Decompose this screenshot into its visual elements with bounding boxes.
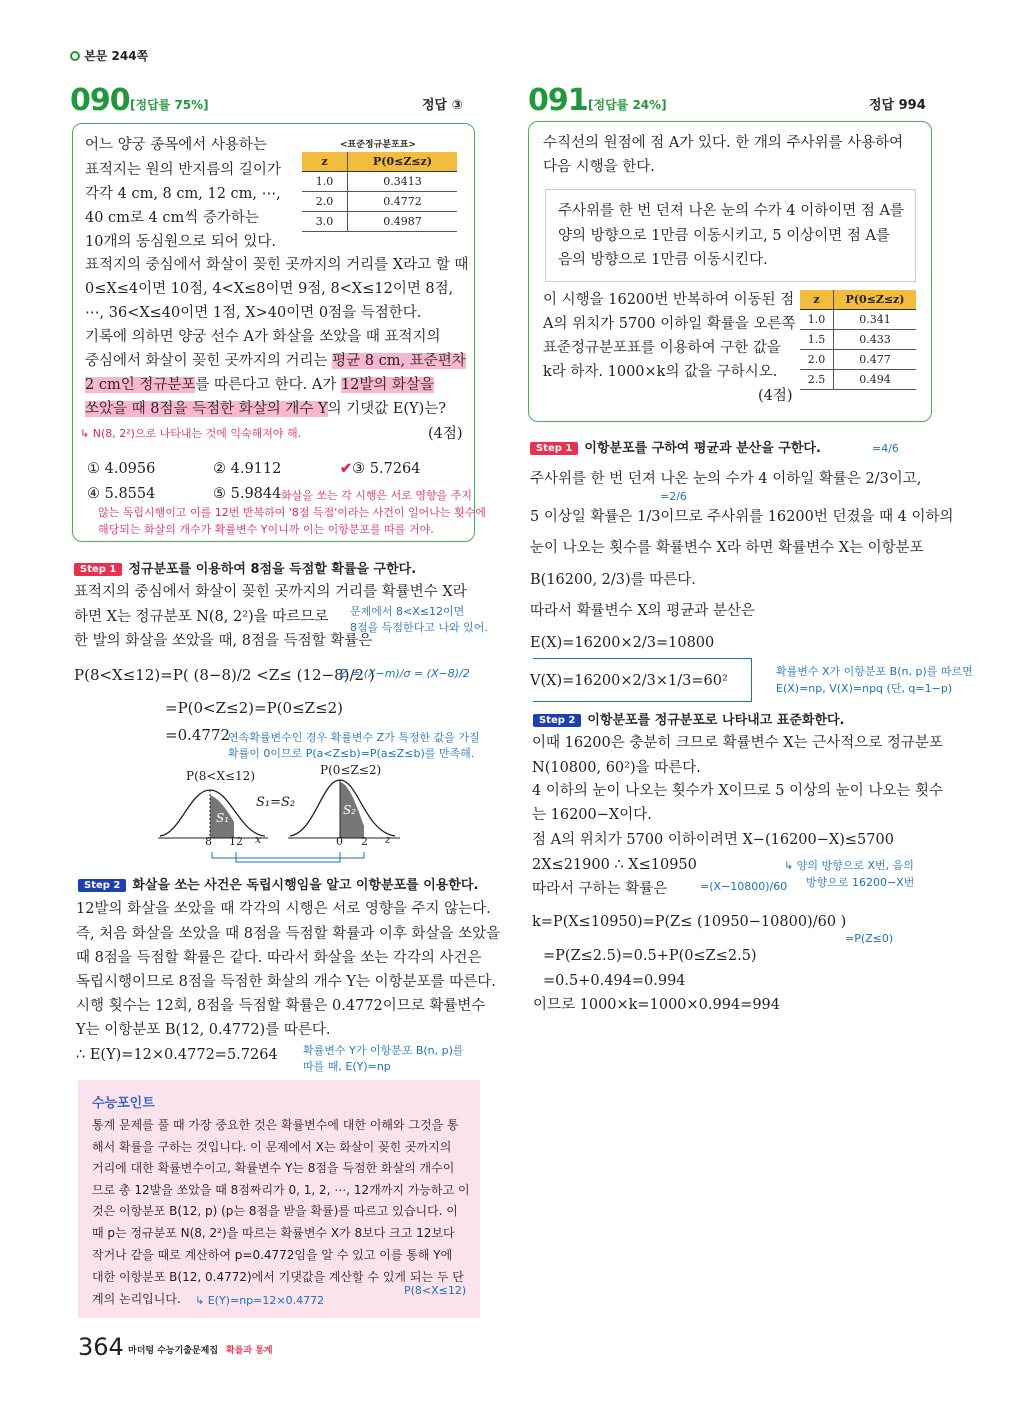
problem-line: 10개의 동심원으로 되어 있다.	[85, 234, 276, 250]
step-2-heading	[533, 709, 845, 728]
step-badge: Step 1	[74, 563, 122, 576]
table-header: P(0≤Z≤z)	[348, 152, 458, 172]
solution-line: 4 이하의 눈이 나오는 횟수가 X이므로 5 이상의 눈이 나오는 횟수	[532, 783, 944, 799]
step-badge: Step 1	[530, 442, 578, 455]
problem-line: 표적지는 원의 반지름의 길이가	[85, 162, 281, 178]
exam-point-line: 대한 이항분포 B(12, 0.4772)에서 기댓값을 계산할 수 있게 되는 두 단	[92, 1270, 464, 1284]
normal-table	[800, 290, 916, 390]
annotation-note: E(X)=np, V(X)=npq (단, q=1−p)	[776, 682, 953, 695]
table-cell: 0.341	[834, 310, 917, 330]
note-text: N(8, 2²)으로 나타내는 것에 익숙해져야 해.	[92, 427, 302, 440]
text: 중심에서 화살이 꽂힌 곳까지의 거리는	[85, 353, 333, 369]
table-cell: 2.5	[800, 370, 834, 390]
exam-point-line: 해서 확률을 구하는 것입니다. 이 문제에서 X는 화살이 꽂힌 곳까지의	[92, 1140, 452, 1154]
step-title: 화살을 쏘는 사건은 독립시행임을 알고 이항분포를 이용한다.	[132, 878, 479, 893]
annotation-note: 않는 독립시행이고 이를 12번 반복하여 '8점 득점'이라는 사건이 일어나는 횟수에	[98, 506, 486, 519]
table-cell: 3.0	[302, 212, 348, 232]
result-line: ∴ E(Y)=12×0.4772=5.7264	[76, 1047, 278, 1063]
tick-label: 2	[361, 835, 368, 848]
exam-point-title: 수능포인트	[92, 1096, 155, 1111]
page-number: 364	[78, 1333, 124, 1361]
rule-line: 주사위를 한 번 던져 나온 눈의 수가 4 이하이면 점 A를	[558, 203, 904, 219]
region-label: S₁	[216, 811, 230, 825]
solution-line: 점 A의 위치가 5700 이하이려면 X−(16200−X)≤5700	[532, 832, 894, 848]
solution-line: 는 16200−X이다.	[532, 807, 652, 823]
annotation-note: Z = (X−m)/σ = (X−8)/2	[340, 667, 470, 680]
annotation-note: ↳ E(Y)=np=12×0.4772	[195, 1294, 325, 1307]
axis-label: z	[385, 833, 391, 846]
annotation-note: 방향으로 16200−X번	[806, 876, 915, 889]
problem-line	[85, 375, 434, 395]
formula: =0.5+0.494=0.994	[543, 973, 686, 989]
points: (4점)	[428, 426, 463, 442]
step-title: 이항분포를 구하여 평균과 분산을 구한다.	[584, 441, 821, 456]
subject-title: 확률과 통계	[226, 1346, 273, 1356]
page-reference	[70, 47, 148, 64]
solution-line: 즉, 처음 화살을 쏘았을 때 8점을 득점할 확률과 이후 화살을 쏘았을	[76, 926, 501, 942]
step-1-heading	[74, 558, 416, 577]
table-cell: 2.0	[302, 192, 348, 212]
annotation-note: =(X−10800)/60	[700, 880, 788, 893]
annotation-note: =2/6	[660, 490, 687, 503]
table-cell: 1.0	[800, 310, 834, 330]
formula: =P(0<Z≤2)=P(0≤Z≤2)	[165, 699, 344, 717]
step-badge: Step 2	[533, 714, 581, 727]
solution-line: 표적지의 중심에서 화살이 꽂힌 곳까지의 거리를 확률변수 X라	[74, 584, 467, 600]
note-text: E(Y)=np=12×0.4772	[207, 1294, 325, 1307]
text: 를 따른다고 한다. A가	[195, 377, 341, 393]
solution-line: 때 8점을 득점할 확률은 같다. 따라서 화살을 쏘는 각각의 사건은	[76, 950, 482, 966]
annotation-note: 문제에서 8<X≤12이면	[350, 605, 465, 618]
table-cell: 2.0	[800, 350, 834, 370]
problem-line: 0≤X≤4이면 10점, 4<X≤8이면 9점, 8<X≤12이면 8점,	[85, 281, 454, 297]
table-cell: 0.477	[834, 350, 917, 370]
step-2-heading	[78, 874, 478, 893]
points: (4점)	[758, 388, 793, 404]
exam-point-line: 것은 이항분포 B(12, p) (p는 8점을 받을 확률)를 따르고 있습니다. 이	[92, 1204, 458, 1218]
table-caption: <표준정규분포표>	[340, 140, 416, 150]
formula: V(X)=16200×2/3×1/3=60²	[530, 673, 728, 689]
tick-label: 12	[229, 835, 243, 848]
highlight: 12발의 화살을	[340, 377, 435, 393]
annotation-note: 따를 때, E(Y)=np	[303, 1060, 391, 1073]
formula: =0.4772	[165, 726, 231, 744]
exam-point-line: 계의 논리입니다.	[92, 1292, 181, 1306]
note-text: 양의 방향으로 X번, 음의	[796, 859, 914, 872]
exam-point-line: 므로 총 12발을 쏘았을 때 8점짜리가 0, 1, 2, ⋯, 12개까지 가능하고 이	[92, 1183, 470, 1197]
annotation-note: =P(Z≤0)	[845, 932, 894, 945]
problem-line: k라 하자. 1000×k의 값을 구하시오.	[543, 364, 778, 380]
formula: =P(Z≤2.5)=0.5+P(0≤Z≤2.5)	[543, 948, 757, 964]
annotation-note: P(8<X≤12)	[404, 1284, 467, 1297]
exam-point-line: 때 p는 정규분포 N(8, 2²)을 따르는 확률변수 X가 8보다 크고 12보다	[92, 1226, 455, 1240]
formula: E(X)=16200×2/3=10800	[530, 635, 715, 651]
axis-label: x	[255, 833, 262, 846]
solution-line: N(10800, 60²)을 따른다.	[532, 760, 701, 776]
problem-line: 표적지의 중심에서 화살이 꽂힌 곳까지의 거리를 X라고 할 때	[85, 257, 469, 273]
annotation-note: 확률변수 Y가 이항분포 B(n, p)를	[303, 1044, 464, 1057]
choice-3[interactable]	[340, 459, 421, 479]
choice-1[interactable]: ① 4.0956	[87, 461, 156, 477]
rule-line: 양의 방향으로 1만큼 이동시키고, 5 이상이면 점 A를	[558, 228, 890, 244]
solution-line: 독립시행이므로 8점을 득점한 화살의 개수 Y는 이항분포를 따른다.	[76, 974, 496, 990]
solution-line: 12발의 화살을 쏘았을 때 각각의 시행은 서로 영향을 주지 않는다.	[76, 901, 491, 917]
exam-point-line: 거리에 대한 확률변수이고, 확률변수 Y는 8점을 득점한 화살의 개수이	[92, 1161, 455, 1175]
table-cell: 1.0	[302, 172, 348, 192]
problem-line: 40 cm로 4 cm씩 증가하는	[85, 210, 259, 226]
correct-rate: [정답률 75%]	[130, 98, 209, 112]
annotation-note: 8점을 득점한다고 나와 있어.	[350, 621, 488, 634]
tick-label: 8	[205, 835, 212, 848]
annotation-note: 확률변수 X가 이항분포 B(n, p)를 따르면	[776, 665, 973, 678]
step-title: 정규분포를 이용하여 8점을 득점할 확률을 구한다.	[128, 562, 417, 577]
annotation-note: =4/6	[872, 442, 899, 455]
table-cell: 0.433	[834, 330, 917, 350]
table-cell: 0.4772	[348, 192, 458, 212]
graph-equation: S₁=S₂	[256, 795, 296, 810]
problem-line: 다음 시행을 한다.	[543, 159, 655, 175]
solution-line: 주사위를 한 번 던져 나온 눈의 수가 4 이하일 확률은 2/3이고,	[530, 471, 922, 487]
exam-point-line: 통계 문제를 풀 때 가장 중요한 것은 확률변수에 대한 이해와 그것을 통	[92, 1118, 459, 1132]
annotation-note: 해당되는 화살의 개수가 확률변수 Y이니까 이는 이항분포를 따를 거야.	[98, 523, 434, 536]
page-reference-text: 본문 244쪽	[84, 49, 149, 63]
solution-line: 5 이상일 확률은 1/3이므로 주사위를 16200번 던졌을 때 4 이하의	[530, 509, 954, 525]
problem-line: 이 시행을 16200번 반복하여 이동된 점	[543, 292, 795, 308]
formula: P(8<X≤12)=P( (8−8)/2 <Z≤ (12−8)/2 )	[74, 666, 375, 684]
choice-4[interactable]: ④ 5.8554	[87, 486, 156, 502]
solution-line: 이때 16200은 충분히 크므로 확률변수 X는 근사적으로 정규분포	[532, 735, 943, 751]
table-header: P(0≤Z≤z)	[834, 290, 917, 310]
table-cell: 0.4987	[348, 212, 458, 232]
step-badge: Step 2	[78, 879, 126, 892]
problem-line: 각각 4 cm, 8 cm, 12 cm, ⋯,	[85, 186, 281, 202]
problem-line: 어느 양궁 종목에서 사용하는	[85, 137, 267, 153]
highlight: 평균 8 cm, 표준편차	[332, 353, 466, 369]
table-cell: 0.494	[834, 370, 917, 390]
annotation-note: 확률이 0이므로 P(a<Z≤b)=P(a≤Z≤b)를 만족해.	[228, 747, 475, 760]
circle-bullet-icon	[70, 51, 80, 61]
book-title: 마더텅 수능기출문제집	[128, 1346, 219, 1356]
graph-label: P(8<X≤12)	[186, 769, 255, 783]
normal-table	[302, 152, 457, 232]
answer: 정답 994	[869, 98, 926, 113]
choice-2[interactable]: ② 4.9112	[213, 461, 282, 477]
problem-line	[85, 399, 446, 419]
problem-number: 090	[70, 83, 130, 118]
annotation-note: 연속확률변수인 경우 확률변수 Z가 특정한 값을 가질	[228, 731, 480, 744]
problem-line: A의 위치가 5700 이하일 확률을 오른쪽	[543, 316, 796, 332]
problem-line: 기록에 의하면 양궁 선수 A가 화살을 쏘았을 때 표적지의	[85, 329, 441, 345]
annotation-note: 화살을 쏘는 각 시행은 서로 영향을 주지	[281, 489, 472, 502]
formula: k=P(X≤10950)=P(Z≤ (10950−10800)/60 )	[532, 914, 847, 930]
formula: 이므로 1000×k=1000×0.994=994	[533, 997, 781, 1013]
step-1-heading	[530, 437, 821, 456]
checkmark-icon: ✔	[340, 460, 353, 477]
answer: 정답 ③	[422, 98, 463, 113]
solution-line: 눈이 나오는 횟수를 확률변수 X라 하면 확률변수 X는 이항분포	[530, 540, 924, 556]
solution-line: 한 발의 화살을 쏘았을 때, 8점을 득점할 확률은	[74, 633, 373, 649]
solution-line: 하면 X는 정규분포 N(8, 2²)을 따르므로	[74, 609, 329, 625]
problem-line: 표준정규분포표를 이용하여 구한 값을	[543, 340, 781, 356]
solution-line: 따라서 확률변수 X의 평균과 분산은	[530, 603, 755, 619]
problem-line: ⋯, 36<X≤40이면 1점, X>40이면 0점을 득점한다.	[85, 305, 422, 321]
solution-line: 따라서 구하는 확률은	[532, 881, 668, 897]
rule-line: 음의 방향으로 1만큼 이동시킨다.	[558, 252, 768, 268]
region-label: S₂	[343, 803, 357, 817]
text: 의 기댓값 E(Y)는?	[327, 401, 447, 417]
table-header: z	[302, 152, 348, 172]
solution-line: B(16200, 2/3)를 따른다.	[530, 572, 696, 588]
step-title: 이항분포를 정규분포로 나타내고 표준화한다.	[587, 713, 845, 728]
problem-line: 수직선의 원점에 점 A가 있다. 한 개의 주사위를 사용하여	[543, 135, 904, 151]
choice-text: ③ 5.7264	[352, 461, 421, 477]
problem-number: 091	[528, 83, 588, 118]
highlight: 쏘았을 때 8점을 득점한 화살의 개수 Y	[85, 401, 328, 417]
correct-rate: [정답률 24%]	[588, 98, 667, 112]
annotation-note: ↳ N(8, 2²)으로 나타내는 것에 익숙해져야 해.	[80, 427, 302, 440]
table-cell: 0.3413	[348, 172, 458, 192]
solution-line: Y는 이항분포 B(12, 0.4772)를 따른다.	[76, 1022, 331, 1038]
table-header: z	[800, 290, 834, 310]
solution-line: 2X≤21900 ∴ X≤10950	[532, 857, 697, 873]
graph-label: P(0≤Z≤2)	[320, 763, 382, 777]
exam-point-line: 작거나 같을 때로 계산하여 p=0.4772임을 알 수 있고 이를 통해 Y에	[92, 1248, 453, 1262]
problem-line	[85, 351, 466, 371]
annotation-note: ↳ 양의 방향으로 X번, 음의	[784, 859, 914, 872]
highlight: 2 cm인 정규분포	[85, 377, 196, 393]
solution-line: 시행 횟수는 12회, 8점을 득점할 확률은 0.4772이므로 확률변수	[76, 998, 486, 1014]
tick-label: 0	[336, 835, 343, 848]
table-cell: 1.5	[800, 330, 834, 350]
choice-5[interactable]: ⑤ 5.9844	[213, 486, 282, 502]
